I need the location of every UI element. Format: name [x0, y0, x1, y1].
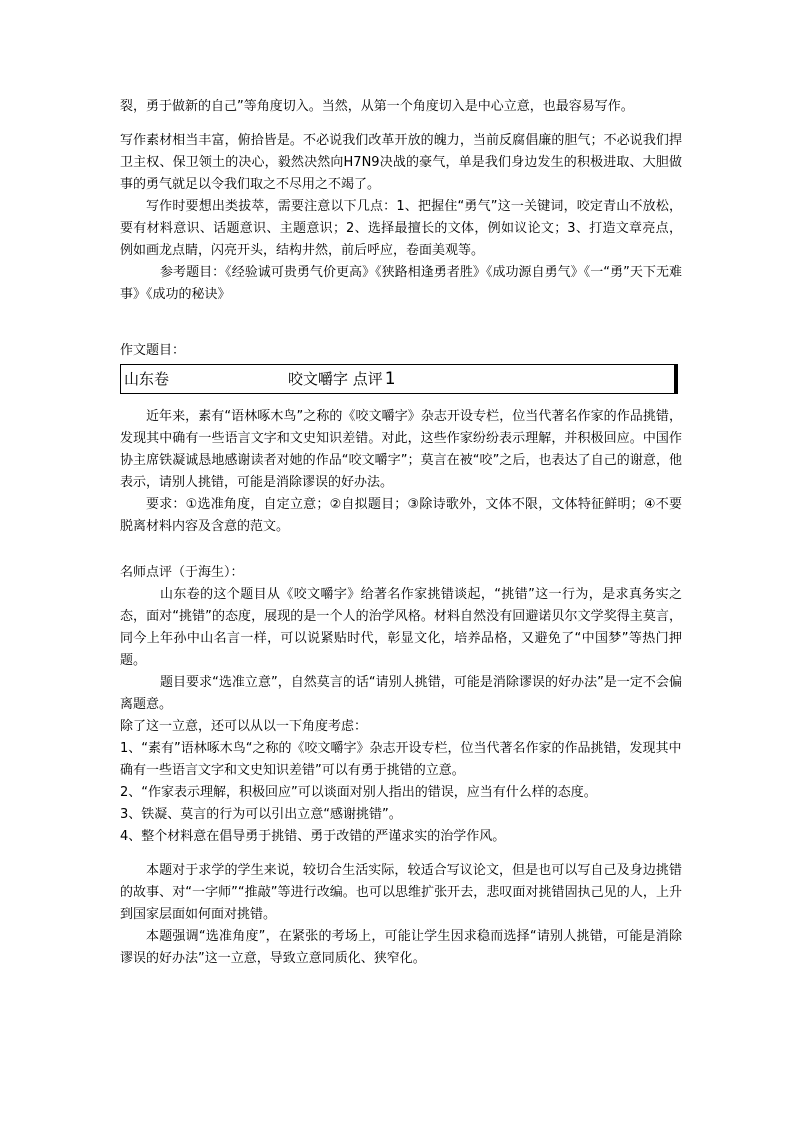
requirements-paragraph: 要求：①选准角度，自定立意；②自拟题目；③除诗歌外，文体不限，文体特征鲜明；④不要脱离材料内容及含意的范文。	[120, 497, 682, 534]
review-paragraph-3: 本题对于求学的学生来说，较切合生活实际，较适合写议论文，但是也可以写自己及身边挑错的故事、对“一字师”“推敲”等进行改编。也可以思维扩张开去，悲叹面对挑错固执己见的人，上升到国家层面如何面对挑错。	[120, 863, 682, 922]
continued-line: 裂，勇于做新的自己”等角度切入。当然，从第一个角度切入是中心立意，也最容易写作。	[120, 99, 634, 114]
list-item: 2、“作家表示理解，积极回应”可以谈面对别人指出的错误，应当有什么样的态度。	[120, 785, 597, 800]
list-item: 4、整个材料意在倡导勇于挑错、勇于改错的严谨求实的治学作风。	[120, 829, 506, 844]
reference-titles-paragraph: 参考题目：《经验诚可贵勇气价更高》《狭路相逢勇者胜》《成功源自勇气》《一“勇”天下无难事》《成功的秘诀》	[120, 265, 682, 302]
tips-paragraph: 写作时要想出类拔萃，需要注意以下几点：1、把握住“勇气”这一关键词，咬定青山不放松，要有材料意识、话题意识、主题意识；2、选择最擅长的文体，例如议论文；3、打造文章亮点，例如画龙点睛，闪亮开头，结构井然，前后呼应，卷面美观等。	[120, 199, 682, 258]
review-paragraph-2: 题目要求“选准立意”，自然莫言的话“请别人挑错，可能是消除谬误的好办法”是一定不会偏离题意。	[120, 675, 682, 712]
essay-title-table	[120, 364, 678, 394]
province-cell: 山东卷	[124, 370, 170, 388]
document-body	[120, 96, 682, 970]
review-intro: 除了这一立意，还可以从以一下角度考虑：	[120, 719, 368, 734]
review-paragraph-4: 本题强调“选准角度”，在紧张的考场上，可能让学生因求稳而选择“请别人挑错，可能是消除谬误的好办法”这一立意，导致立意同质化、狭窄化。	[120, 929, 682, 966]
title-text: 咬文嚼字 点评	[288, 370, 383, 388]
prompt-paragraph: 近年来，素有“语林啄木鸟”之称的《咬文嚼字》杂志开设专栏，位当代著名作家的作品挑错，发现其中确有一些语言文字和文史知识差错。对此，这些作家纷纷表示理解，并积极回应。中国作协主席铁凝诚恳地感谢读者对她的作品“咬文嚼字”；莫言在被“咬”之后，也表达了自己的谢意，他表示，请别人挑错，可能是消除谬误的好办法。	[120, 409, 682, 490]
review-header: 名师点评（于海生）：	[120, 565, 244, 580]
list-item: 3、铁凝、莫言的行为可以引出立意“感谢挑错”。	[120, 807, 402, 822]
list-item: 1、“素有”语林啄木鸟“之称的《咬文嚼字》杂志开设专栏，位当代著名作家的作品挑错，发现其中确有一些语言文字和文史知识差错”可以有勇于挑错的立意。	[120, 741, 682, 778]
title-cell	[288, 368, 396, 390]
review-paragraph-1: 山东卷的这个题目从《咬文嚼字》给著名作家挑错谈起，“挑错”这一行为，是求真务实之态，面对“挑错”的态度，展现的是一个人的治学风格。材料自然没有回避诺贝尔文学奖得主莫言，同今上年孙中山名言一样，可以说紧贴时代，彰显文化，培养品格，又避免了“中国梦”等热门押题。	[120, 587, 682, 668]
title-number: 1	[384, 369, 396, 389]
material-paragraph: 写作素材相当丰富，俯拾皆是。不必说我们改革开放的魄力，当前反腐倡廉的胆气；不必说我们捍卫主权、保卫领土的决心，毅然决然向H7N9决战的豪气，单是我们身边发生的积极进取、大胆做事的勇气就足以令我们取之不尽用之不竭了。	[120, 133, 682, 192]
essay-label: 作文题目：	[120, 343, 186, 358]
